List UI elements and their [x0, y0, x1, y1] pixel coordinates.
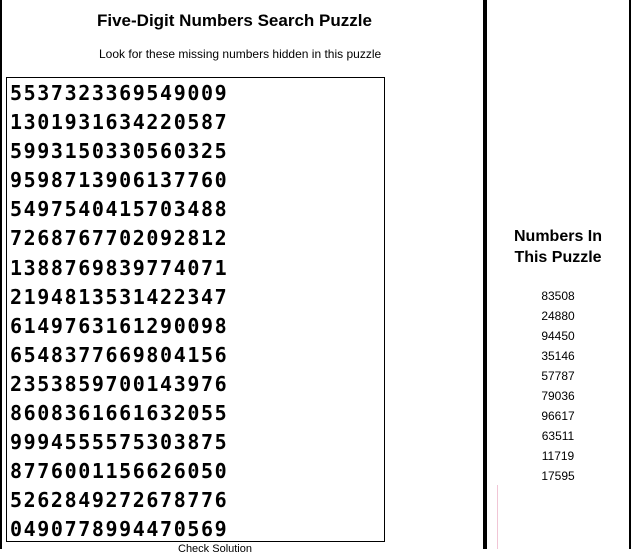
grid-row: 9994555575303875 [10, 430, 229, 455]
numbers-title-line-2: This Puzzle [514, 249, 602, 266]
grid-row: 2194813531422347 [10, 284, 229, 309]
numbers-list [487, 286, 629, 486]
number-list-item: 94450 [541, 329, 575, 343]
number-list-item: 96617 [541, 409, 575, 423]
number-list-item: 79036 [541, 389, 575, 403]
number-list-item: 24880 [541, 309, 575, 323]
puzzle-title: Five-Digit Numbers Search Puzzle [97, 11, 372, 30]
grid-row: 5537323369549009 [10, 81, 229, 105]
number-list-item: 83508 [541, 289, 575, 303]
grid-row: 7268767702092812 [10, 226, 229, 251]
puzzle-instructions: Look for these missing numbers hidden in this puzzle [99, 47, 382, 61]
number-list-item: 35146 [541, 349, 575, 363]
number-list-item: 17595 [541, 469, 575, 483]
grid-rows [10, 79, 228, 545]
grid-row: 8776001156626050 [10, 459, 229, 484]
grid-row: 8608361661632055 [10, 401, 229, 426]
numbers-list-title [487, 226, 629, 268]
grid-row: 0490778994470569 [10, 517, 229, 542]
puzzle-panel [2, 0, 483, 555]
grid-row: 2353859700143976 [10, 371, 229, 396]
number-list-item: 57787 [541, 369, 575, 383]
check-solution-link[interactable]: Check Solution [178, 543, 252, 555]
grid-row: 1301931634220587 [10, 110, 229, 135]
number-grid [6, 77, 385, 542]
numbers-title-line-1: Numbers In [513, 228, 602, 245]
numbers-sidebar [487, 0, 629, 549]
grid-row: 6149763161290098 [10, 313, 229, 338]
grid-row: 9598713906137760 [10, 168, 229, 193]
grid-row: 1388769839774071 [10, 255, 229, 280]
grid-row: 5497540415703488 [10, 197, 229, 222]
grid-row: 5262849272678776 [10, 488, 229, 513]
decorative-line [497, 485, 498, 549]
grid-row: 5993150330560325 [10, 139, 229, 164]
grid-row: 6548377669804156 [10, 342, 229, 367]
number-list-item: 11719 [541, 449, 575, 463]
number-list-item: 63511 [541, 429, 575, 443]
